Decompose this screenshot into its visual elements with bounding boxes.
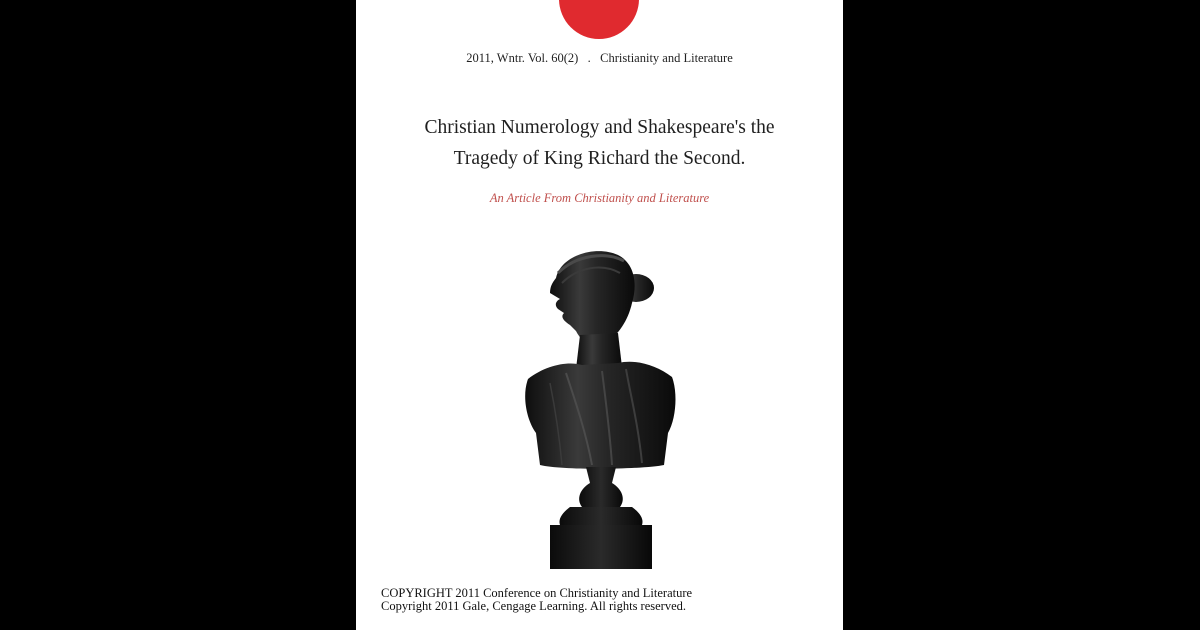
title-line-2: Tragedy of King Richard the Second. [453,148,746,169]
bust-pedestal-stem [579,467,623,507]
bust-torso [525,362,675,469]
copyright-line-2: Copyright 2011 Gale, Cengage Learning. All rights reserved. [381,599,687,613]
article-title [376,112,823,174]
red-circle-logo [559,0,639,39]
title-line-1: Christian Numerology and Shakespeare's the [424,117,775,138]
book-cover [356,0,843,630]
bust-square-base [550,525,652,569]
copyright-notice [381,587,692,613]
article-subtitle: An Article From Christianity and Literature [489,191,710,205]
copyright-line-1: COPYRIGHT 2011 Conference on Christianity and Literature [381,586,693,600]
bust-head [550,251,635,347]
citation-line: 2011, Wntr. Vol. 60(2) . Christianity and Literature [466,51,733,65]
classical-bust-icon [506,243,696,573]
bust-pedestal-foot [559,507,642,525]
